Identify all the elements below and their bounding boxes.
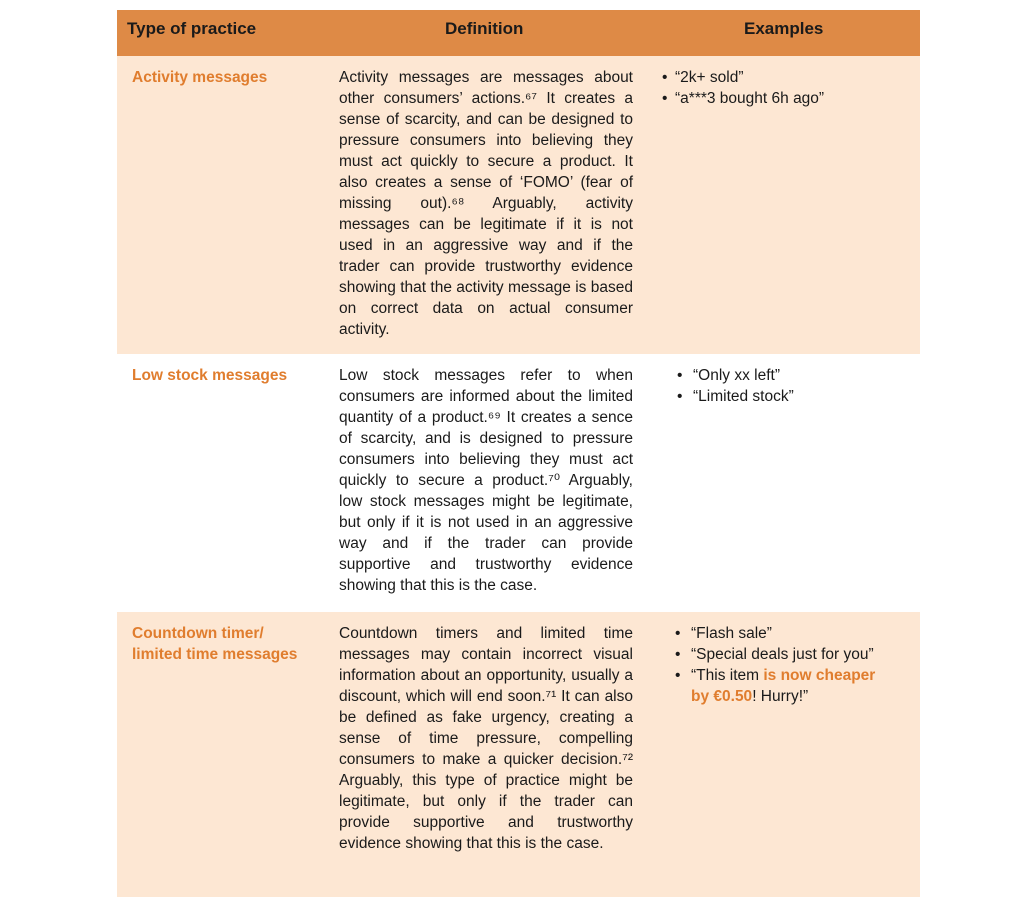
- example-item: • “2k+ sold”: [662, 67, 824, 88]
- practice-type: Low stock messages: [132, 367, 288, 384]
- example-text-suffix: ! Hurry!”: [752, 688, 809, 705]
- practice-definition: Activity messages are messages about other consumers’ actions.⁶⁷ It creates a sense of scarcity, and can be designed to pressure consumers into believing they must act quickly to secure a product. It also creates a sense of ‘FOMO’ (fear of missing out).⁶⁸ Arguably, activity messages can be legitimate if it is not used in an aggressive way and if the trader can provide trustworthy evidence showing that the activity message is based on correct data on actual consumer activity.: [339, 69, 633, 338]
- example-item: • “Special deals just for you”: [675, 644, 895, 665]
- example-text-prefix: “This item: [691, 667, 764, 684]
- header-definition: Definition: [445, 19, 524, 38]
- examples-list: [675, 623, 895, 707]
- practice-type-line2: limited time messages: [132, 646, 298, 663]
- table-row-low-stock-messages: [117, 354, 920, 612]
- practice-type: Activity messages: [132, 69, 268, 86]
- header-examples: Examples: [744, 19, 824, 38]
- example-item: • “Limited stock”: [677, 386, 897, 407]
- examples-list: [677, 365, 897, 407]
- example-item: [675, 665, 895, 707]
- practices-table: [117, 10, 920, 897]
- practice-type: [132, 623, 322, 665]
- example-item: • “Flash sale”: [675, 623, 895, 644]
- table-header: [117, 10, 920, 56]
- table-row-activity-messages: [117, 56, 920, 354]
- practice-definition: Countdown timers and limited time messages may contain incorrect visual information about an opportunity, usually a discount, which will end soon.⁷¹ It can also be defined as fake urgency, creating a sense of time pressure, compelling consumers to make a quicker decision.⁷² Arguably, this type of practice might be legitimate, but only if the trader can provide supportive and trustworthy evidence showing that this is the case.: [339, 625, 633, 852]
- example-item: • “Only xx left”: [677, 365, 897, 386]
- practice-definition: Low stock messages refer to when consumers are informed about the limited quantity of a product.⁶⁹ It creates a sence of scarcity, and is designed to pressure consumers into believing they must act quickly to secure a product.⁷⁰ Arguably, low stock messages might be legitimate, but only if it is not used in an aggressive way and if the trader can provide supportive and trustworthy evidence showing that this is the case.: [339, 367, 633, 594]
- example-item: • “a***3 bought 6h ago”: [662, 88, 824, 109]
- example-highlight: is now cheaper by €0.50: [691, 667, 876, 705]
- table-row-countdown-timer: [117, 612, 920, 897]
- header-type-of-practice: Type of practice: [127, 19, 257, 38]
- practice-type-line1: Countdown timer/: [132, 625, 264, 642]
- examples-list: [662, 67, 824, 109]
